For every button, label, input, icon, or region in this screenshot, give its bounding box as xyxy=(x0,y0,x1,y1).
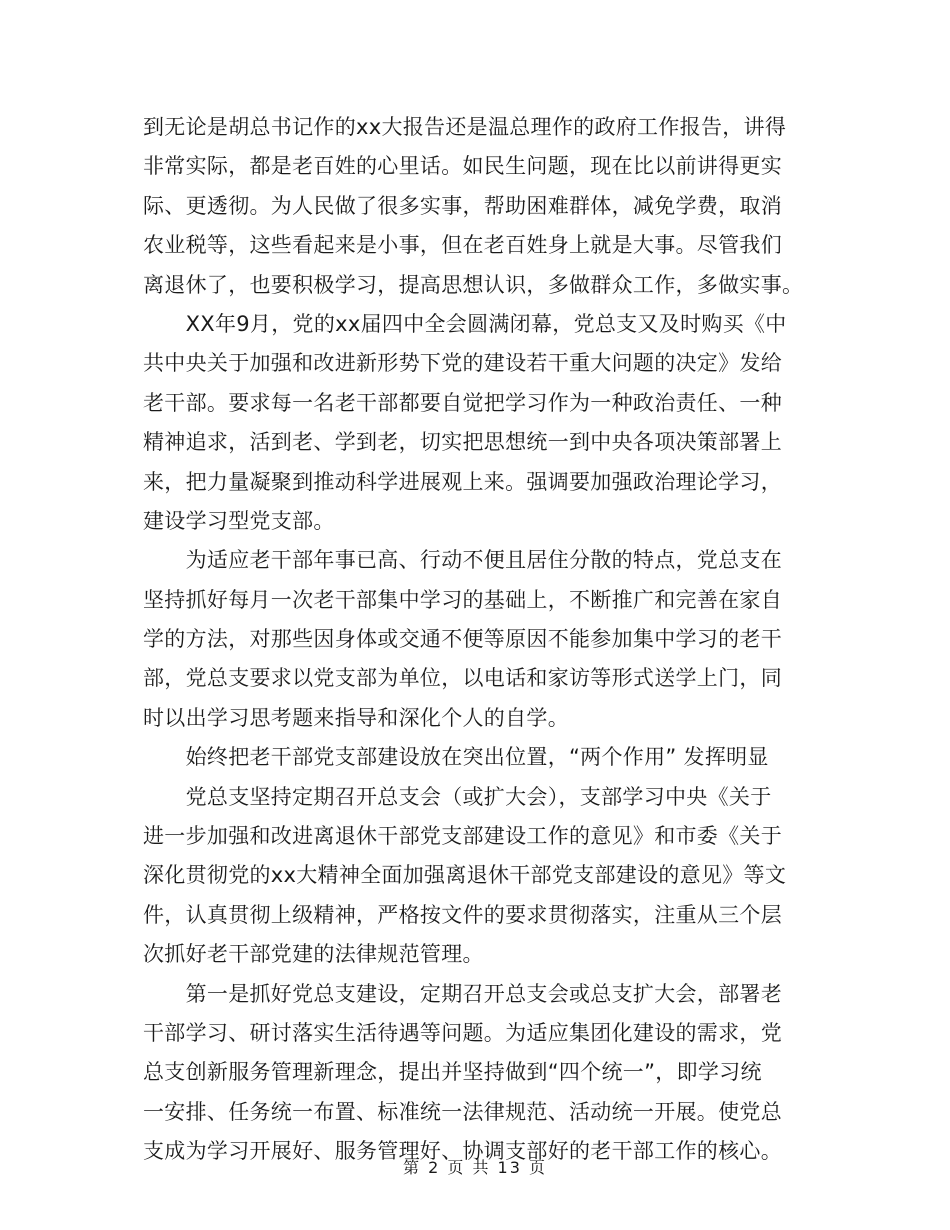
text-line: 支成为学习开展好、服务管理好、协调支部好的老干部工作的核心。 xyxy=(143,1139,782,1164)
text-line: 非常实际，都是老百姓的心里话。如民生问题，现在比以前讲得更实 xyxy=(143,154,782,179)
text-line: 老干部。要求每一名老干部都要自觉把学习作为一种政治责任、一种 xyxy=(143,390,782,415)
document-body xyxy=(143,108,808,1172)
text-line: 来，把力量凝聚到推动科学进展观上来。强调要加强政治理论学习， xyxy=(143,469,782,494)
text-line: XX年9月，党的xx届四中全会圆满闭幕，党总支又及时购买《中 xyxy=(143,311,787,336)
page-number-footer: 第 2 页 共 13 页 xyxy=(403,1158,547,1177)
text-line: 精神追求，活到老、学到老，切实把思想统一到中央各项决策部署上 xyxy=(143,430,782,455)
text-line: 党总支坚持定期召开总支会（或扩大会），支部学习中央《关于 xyxy=(143,784,772,809)
text-line: 时以出学习思考题来指导和深化个人的自学。 xyxy=(143,705,569,730)
text-line: 第一是抓好党总支建设，定期召开总支会或总支扩大会，部署老 xyxy=(143,981,782,1006)
text-line: 离退休了，也要积极学习，提高思想认识，多做群众工作，多做实事。 xyxy=(143,272,804,297)
text-line: 始终把老干部党支部建设放在突出位置，“两个作用” 发挥明显 xyxy=(143,745,769,770)
text-line: 学的方法，对那些因身体或交通不便等原因不能参加集中学习的老干 xyxy=(143,627,782,652)
text-line: 际、更透彻。为人民做了很多实事，帮助困难群体，减免学费，取消 xyxy=(143,193,782,218)
text-line: 进一步加强和改进离退休干部党支部建设工作的意见》和市委《关于 xyxy=(143,824,782,849)
text-line: 部，党总支要求以党支部为单位，以电话和家访等形式送学上门，同 xyxy=(143,666,782,691)
text-line: 坚持抓好每月一次老干部集中学习的基础上，不断推广和完善在家自 xyxy=(143,587,782,612)
text-line: 深化贯彻党的xx大精神全面加强离退休干部党支部建设的意见》等文 xyxy=(143,863,787,888)
text-line: 件，认真贯彻上级精神，严格按文件的要求贯彻落实，注重从三个层 xyxy=(143,902,782,927)
text-line: 为适应老干部年事已高、行动不便且居住分散的特点，党总支在 xyxy=(143,548,782,573)
text-line: 到无论是胡总书记作的xx大报告还是温总理作的政府工作报告，讲得 xyxy=(143,115,787,139)
text-line: 总支创新服务管理新理念，提出并坚持做到“四个统一”，即学习统 xyxy=(143,1060,762,1085)
text-line: 建设学习型党支部。 xyxy=(143,508,335,533)
text-line: 农业税等，这些看起来是小事，但在老百姓身上就是大事。尽管我们 xyxy=(143,233,782,258)
text-line: 一安排、任务统一布置、标准统一法律规范、活动统一开展。使党总 xyxy=(143,1099,782,1124)
text-line: 次抓好老干部党建的法律规范管理。 xyxy=(143,942,484,967)
text-line: 共中央关于加强和改进新形势下党的建设若干重大问题的决定》发给 xyxy=(143,351,782,376)
text-line: 干部学习、研讨落实生活待遇等问题。为适应集团化建设的需求，党 xyxy=(143,1020,782,1045)
